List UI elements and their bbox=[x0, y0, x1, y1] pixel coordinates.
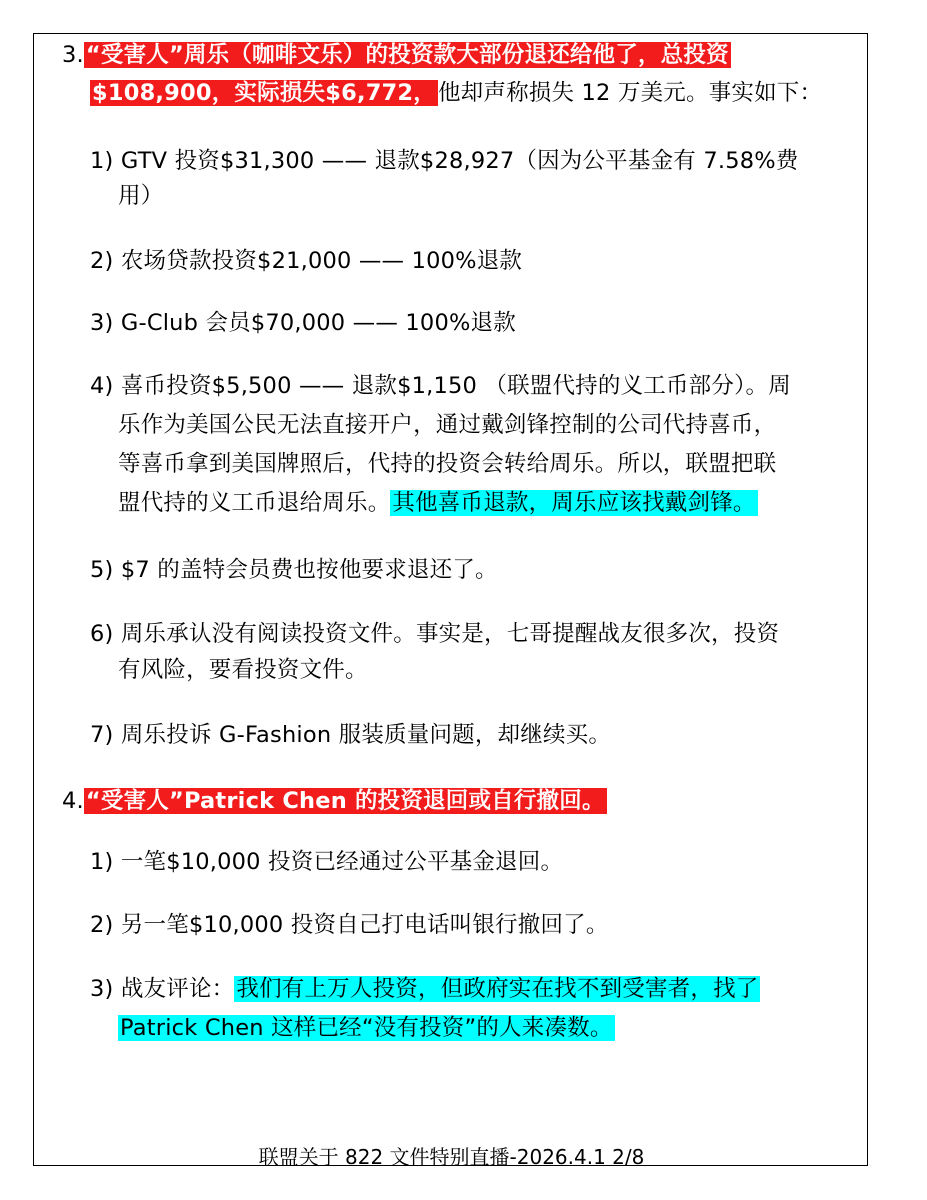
s4-item-3-highlight-1: 我们有上万人投资，但政府实在找不到受害者，找了 bbox=[236, 976, 759, 1002]
s3-item-2-text-1: 农场贷款投资$21,000 —— 100%退款 bbox=[120, 248, 523, 274]
s3-item-5-number: 5) bbox=[90, 557, 114, 583]
s3-item-6-number: 6) bbox=[90, 621, 114, 647]
s4-item-3-highlight-2: Patrick Chen 这样已经“没有投资”的人来凑数。 bbox=[120, 1015, 613, 1041]
s3-item-1-text-1: GTV 投资$31,300 —— 退款$28,927（因为公平基金有 7.58%费 bbox=[120, 148, 799, 174]
section-4-number: 4. bbox=[62, 788, 84, 814]
s3-item-4-text-4: 盟代持的义工币退给周乐。 bbox=[118, 490, 391, 516]
section-4-line-1 bbox=[62, 783, 607, 819]
s4-item-2-text-1: 另一笔$10,000 投资自己打电话叫银行撤回了。 bbox=[120, 912, 609, 938]
s4-item-2-line-1 bbox=[90, 907, 609, 943]
s3-item-1-text-2: 用） bbox=[118, 183, 164, 209]
s4-item-1-text-1: 一笔$10,000 投资已经通过公平基金退回。 bbox=[120, 849, 564, 875]
s4-item-1-number: 1) bbox=[90, 849, 114, 875]
s3-item-7-line-1 bbox=[90, 717, 611, 753]
s3-item-4-line-1 bbox=[90, 368, 791, 404]
section-3-line-2 bbox=[90, 75, 822, 111]
section-4-highlight: “受害人”Patrick Chen 的投资退回或自行撤回。 bbox=[85, 788, 605, 814]
s3-item-4-highlight: 其他喜币退款，周乐应该找戴剑锋。 bbox=[392, 490, 756, 516]
s3-item-1-line-2 bbox=[118, 178, 163, 214]
s3-item-6-text-2: 有风险，要看投资文件。 bbox=[118, 657, 368, 683]
s3-item-4-line-3 bbox=[118, 446, 776, 482]
s3-item-6-text-1: 周乐承认没有阅读投资文件。事实是，七哥提醒战友很多次，投资 bbox=[120, 621, 780, 647]
section-3-rest: 他却声称损失 12 万美元。事实如下： bbox=[437, 80, 823, 106]
s3-item-1-number: 1) bbox=[90, 148, 114, 174]
s4-item-3-line-1 bbox=[90, 971, 760, 1007]
s3-item-6-line-1 bbox=[90, 616, 779, 652]
page-footer: 联盟关于 822 文件特别直播-2026.4.1 2/8 bbox=[258, 1145, 645, 1169]
s4-item-3-text-1: 战友评论： bbox=[120, 976, 235, 1002]
page-content bbox=[34, 34, 869, 1167]
s4-item-3-line-2 bbox=[118, 1010, 615, 1046]
section-3-number: 3. bbox=[62, 42, 84, 68]
s3-item-3-line-1 bbox=[90, 305, 516, 341]
s3-item-3-text-1: G-Club 会员$70,000 —— 100%退款 bbox=[120, 310, 516, 336]
s3-item-4-number: 4) bbox=[90, 373, 114, 399]
s3-item-4-line-2 bbox=[118, 407, 776, 443]
s3-item-3-number: 3) bbox=[90, 310, 114, 336]
s3-item-7-number: 7) bbox=[90, 722, 114, 748]
s3-item-6-line-2 bbox=[118, 652, 368, 688]
s3-item-1-line-1 bbox=[90, 143, 799, 179]
s4-item-2-number: 2) bbox=[90, 912, 114, 938]
s3-item-7-text-1: 周乐投诉 G-Fashion 服装质量问题，却继续买。 bbox=[120, 722, 612, 748]
s4-item-1-line-1 bbox=[90, 844, 563, 880]
section-3-highlight-2: $108,900，实际损失$6,772， bbox=[92, 80, 436, 106]
section-3-line-1 bbox=[62, 37, 731, 73]
s3-item-4-text-1: 喜币投资$5,500 —— 退款$1,150 （联盟代持的义工币部分）。周 bbox=[120, 373, 791, 399]
s3-item-5-line-1 bbox=[90, 552, 498, 588]
section-3-highlight-1: “受害人”周乐（咖啡文乐）的投资款大部份退还给他了，总投资 bbox=[85, 42, 729, 68]
s3-item-2-line-1 bbox=[90, 243, 522, 279]
s3-item-4-text-2: 乐作为美国公民无法直接开户，通过戴剑锋控制的公司代持喜币， bbox=[118, 412, 777, 438]
s3-item-4-line-4 bbox=[118, 485, 758, 521]
s4-item-3-number: 3) bbox=[90, 976, 114, 1002]
document-page bbox=[33, 33, 868, 1169]
s3-item-2-number: 2) bbox=[90, 248, 114, 274]
s3-item-4-text-3: 等喜币拿到美国牌照后，代持的投资会转给周乐。所以，联盟把联 bbox=[118, 451, 777, 477]
s3-item-5-text-1: $7 的盖特会员费也按他要求退还了。 bbox=[120, 557, 498, 583]
